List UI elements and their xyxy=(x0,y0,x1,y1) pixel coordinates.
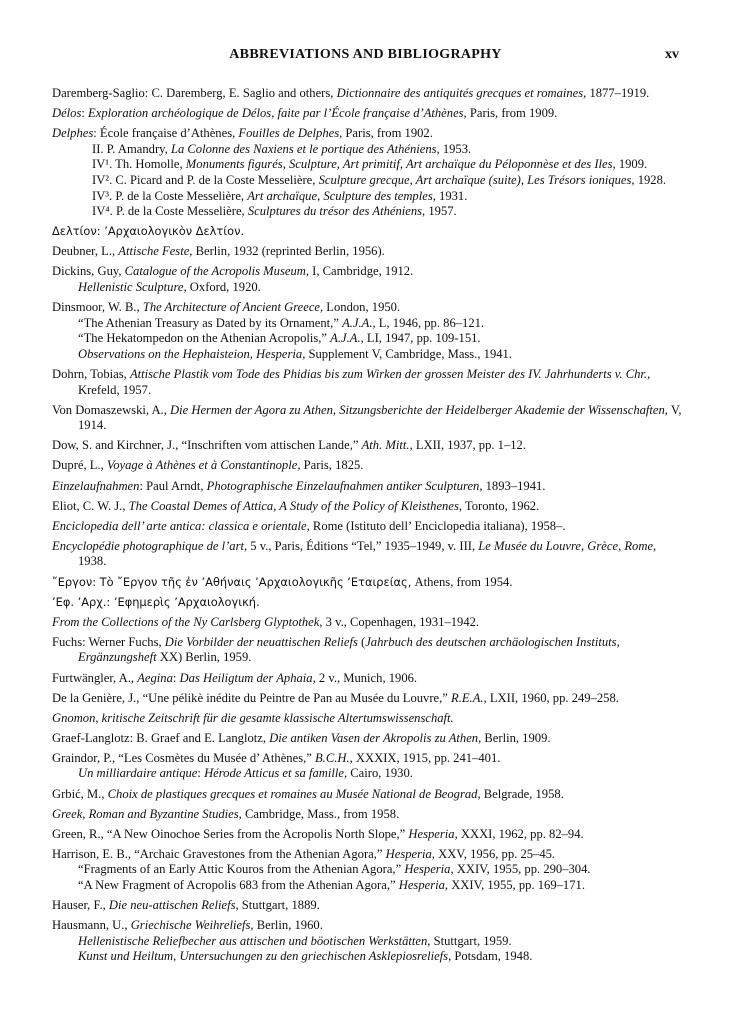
bib-entry-eliot: Eliot, C. W. J., The Coastal Demes of Attica, A Study of the Policy of Kleisthenes, Toronto, 1962. xyxy=(52,498,540,513)
bib-entry-dupre: Dupré, L., Voyage à Athènes et à Constantinople, Paris, 1825. xyxy=(52,458,364,473)
bib-entry-carlsberg: From the Collections of the Ny Carlsberg Glyptothek, 3 v., Copenhagen, 1931–1942. xyxy=(52,614,480,629)
bib-subentry: IV². C. Picard and P. de la Coste Messelière, Sculpture grecque, Art archaïque (suite), Les Trésors ioniques, 1928. xyxy=(92,172,667,187)
bib-subentry: Observations on the Hephaisteion, Hesperia, Supplement V, Cambridge, Mass., 1941. xyxy=(78,346,512,361)
bib-subentry: IV⁴. P. de la Coste Messelière, Sculptures du trésor des Athéniens, 1957. xyxy=(92,204,457,219)
bib-entry-fuchs: Fuchs: Werner Fuchs, Die Vorbilder der neuattischen Reliefs (Jahrbuch des deutschen archäologischen Instituts, Ergänzungsheft XX) Berlin, 1959. xyxy=(52,634,620,665)
bib-entry-hausmann: Hausmann, U., Griechische Weihreliefs, Berlin, 1960. xyxy=(52,918,323,933)
bib-subentry: Kunst und Heiltum, Untersuchungen zu den griechischen Asklepiosreliefs, Potsdam, 1948. xyxy=(78,949,533,964)
bib-entry-encyclopedie: Encyclopédie photographique de l’art, 5 v., Paris, Éditions “Tel,” 1935–1949, v. III, Le Musée du Louvre, Grèce, Rome, 1938. xyxy=(52,538,657,569)
bib-entry-furtwangler: Furtwängler, A., Aegina: Das Heiligtum der Aphaia, 2 v., Munich, 1906. xyxy=(52,670,418,685)
bib-entry-eph: ’Εφ. ’Αρχ.: ’Εφημερὶς ’Αρχαιολογική. xyxy=(52,594,260,609)
bib-entry-dickins: Dickins, Guy, Catalogue of the Acropolis Museum, I, Cambridge, 1912. xyxy=(52,264,414,279)
bib-entry-graindor: Graindor, P., “Les Cosmètes du Musée d’ Athènes,” B.C.H., XXXIX, 1915, pp. 241–401. xyxy=(52,750,501,765)
bib-subentry: IV¹. Th. Homolle, Monuments figurés, Sculpture, Art primitif, Art archaïque du Péloponnèse et des Iles, 1909. xyxy=(92,157,648,172)
bib-subentry: “Fragments of an Early Attic Kouros from the Athenian Agora,” Hesperia, XXIV, 1955, pp. 290–304. xyxy=(78,862,591,877)
bib-entry-deubner: Deubner, L., Attische Feste, Berlin, 1932 (reprinted Berlin, 1956). xyxy=(52,244,385,259)
bib-entry-einzelaufnahmen: Einzelaufnahmen: Paul Arndt, Photographische Einzelaufnahmen antiker Sculpturen, 1893–1941. xyxy=(52,478,546,493)
page-number: xv xyxy=(665,47,679,62)
running-title: ABBREVIATIONS AND BIBLIOGRAPHY xyxy=(229,47,502,62)
bibliography-list xyxy=(52,86,684,965)
bib-entry-green: Green, R., “A New Oinochoe Series from the Acropolis North Slope,” Hesperia, XXXI, 1962, pp. 82–94. xyxy=(52,826,584,841)
bib-entry-ergon: ῎Εργον: Τὸ ῎Εργον τῆς ἐν ’Αθήναις ’Αρχαιολογικῆς ‘Εταιρείας, Athens, from 1954. xyxy=(52,574,513,589)
bib-entry-delos: Délos: Exploration archéologique de Délos, faite par l’École française d’Athènes, Paris, from 1909. xyxy=(52,106,558,121)
bib-subentry: II. P. Amandry, La Colonne des Naxiens et le portique des Athéniens, 1953. xyxy=(92,141,472,156)
bib-entry-deltion: Δελτίον: ’Αρχαιολογικὸν Δελτίον. xyxy=(52,224,245,239)
bib-entry-harrison: Harrison, E. B., “Archaic Gravestones from the Athenian Agora,” Hesperia, XXV, 1956, pp. 25–45. xyxy=(52,846,556,861)
bib-entry-delphes: Delphes: École française d’Athènes, Fouilles de Delphes, Paris, from 1902. xyxy=(52,126,433,141)
bib-entry-daremberg: Daremberg-Saglio: C. Daremberg, E. Saglio and others, Dictionnaire des antiquités grecques et romaines, 1877–1919. xyxy=(52,86,650,100)
bib-subentry: “The Athenian Treasury as Dated by its Ornament,” A.J.A., L, 1946, pp. 86–121. xyxy=(78,315,485,330)
bib-entry-graef: Graef-Langlotz: B. Graef and E. Langlotz, Die antiken Vasen der Akropolis zu Athen, Berlin, 1909. xyxy=(52,730,551,745)
bib-entry-dohrn: Dohrn, Tobias, Attische Plastik vom Tode des Phidias bis zum Wirken der grossen Meister des IV. Jahrhunderts v. Chr., Krefeld, 1957. xyxy=(52,367,651,397)
bib-entry-grbic: Grbić, M., Choix de plastiques grecques et romaines au Musée National de Beograd, Belgrade, 1958. xyxy=(52,786,564,801)
bib-entry-dinsmoor: Dinsmoor, W. B., The Architecture of Ancient Greece, London, 1950. xyxy=(52,300,401,315)
bib-entry-grbs: Greek, Roman and Byzantine Studies, Cambridge, Mass., from 1958. xyxy=(52,806,400,821)
bib-entry-enciclopedia: Enciclopedia dell’ arte antica: classica e orientale, Rome (Istituto dell’ Enciclopedia italiana), 1958–. xyxy=(52,518,566,533)
bib-subentry: IV³. P. de la Coste Messelière, Art archaïque, Sculpture des temples, 1931. xyxy=(92,188,468,203)
bib-subentry: “A New Fragment of Acropolis 683 from the Athenian Agora,” Hesperia, XXIV, 1955, pp. 169–171. xyxy=(78,878,585,893)
bib-subentry: “The Hekatompedon on the Athenian Acropolis,” A.J.A., LI, 1947, pp. 109-151. xyxy=(78,331,481,346)
bib-subentry: Hellenistische Reliefbecher aus attischen und böotischen Werkstätten, Stuttgart, 1959. xyxy=(78,933,512,948)
bib-entry-hauser: Hauser, F., Die neu-attischen Reliefs, Stuttgart, 1889. xyxy=(52,898,320,913)
running-header xyxy=(52,47,679,67)
bib-subentry: Un milliardaire antique: Hérode Atticus et sa famille, Cairo, 1930. xyxy=(78,766,413,781)
bib-entry-domaszewski: Von Domaszewski, A., Die Hermen der Agora zu Athen, Sitzungsberichte der Heidelberger Akademie der Wissenschaften, V, 1914. xyxy=(52,402,682,433)
bib-entry-geniere: De la Genière, J., “Une pélikè inédite du Peintre de Pan au Musée du Louvre,” R.E.A., LXII, 1960, pp. 249–258. xyxy=(52,690,619,705)
bib-subentry: Hellenistic Sculpture, Oxford, 1920. xyxy=(78,280,261,295)
bib-entry-gnomon: Gnomon, kritische Zeitschrift für die gesamte klassische Altertumswissenschaft. xyxy=(52,710,454,725)
bib-entry-dow: Dow, S. and Kirchner, J., “Inschriften vom attischen Lande,” Ath. Mitt., LXII, 1937, pp. 1–12. xyxy=(52,438,527,453)
